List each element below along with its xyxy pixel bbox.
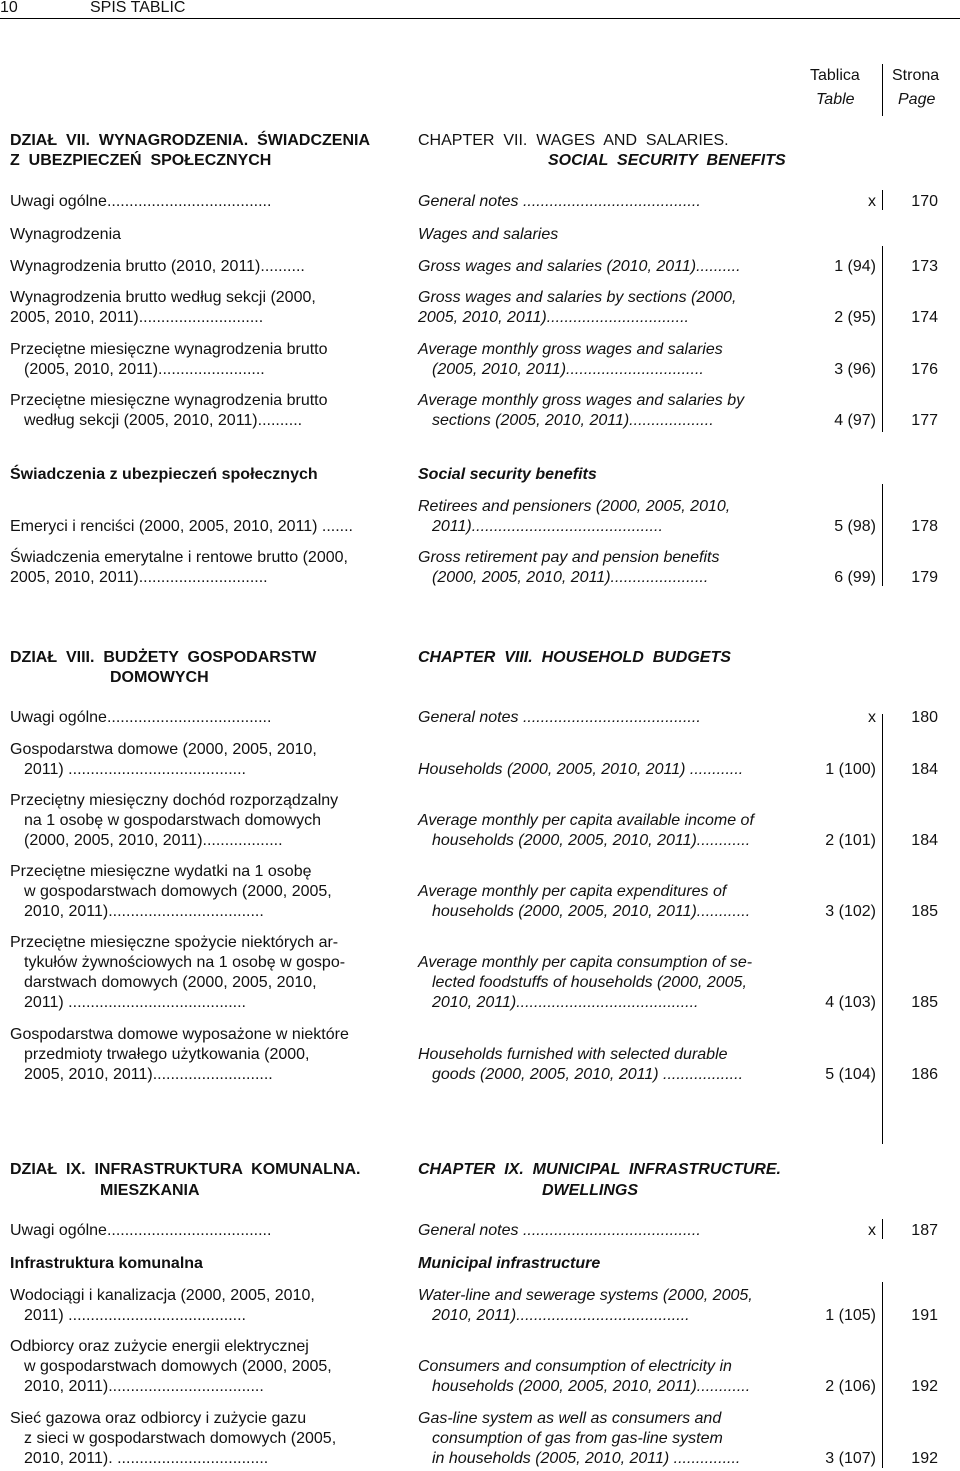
page-ref: 170 <box>911 193 938 210</box>
toc-entry-pl: 2010, 2011)................................... <box>24 903 264 920</box>
toc-entry-pl: tykułów żywnościowych na 1 osobę w gospo- <box>24 954 346 971</box>
page-ref: 177 <box>911 412 938 429</box>
chapter7-pl-title: Z UBEZPIECZEŃ SPOŁECZNYCH <box>10 152 272 169</box>
section-heading-en: Municipal infrastructure <box>418 1255 601 1272</box>
toc-entry-en: Households furnished with selected durable <box>418 1046 728 1063</box>
toc-entry-pl: Emeryci i renciści (2000, 2005, 2010, 2011) ....... <box>10 518 353 535</box>
toc-entry-en: households (2000, 2005, 2010, 2011)............ <box>432 903 751 920</box>
toc-entry-en: Average monthly per capita consumption of se- <box>418 954 753 971</box>
chapter9-en-title: DWELLINGS <box>542 1182 638 1199</box>
table-number: 3 (107) <box>825 1450 876 1467</box>
toc-entry-en: lected foodstuffs of households (2000, 2005, <box>432 974 747 991</box>
table-number: 1 (100) <box>825 761 876 778</box>
toc-entry-pl: Świadczenia emerytalne i rentowe brutto (2000, <box>10 549 348 566</box>
table-number: 1 (105) <box>825 1307 876 1324</box>
table-number: x <box>868 1222 876 1239</box>
toc-entry-en: Consumers and consumption of electricity in <box>418 1358 732 1375</box>
toc-entry-en: Households (2000, 2005, 2010, 2011) ............ <box>418 761 744 778</box>
page-number: 10 <box>0 0 18 16</box>
toc-entry-pl: w gospodarstwach domowych (2000, 2005, <box>24 1358 332 1375</box>
toc-entry-pl: 2011) ........................................ <box>24 1307 246 1324</box>
page-ref: 184 <box>911 761 938 778</box>
general-notes-pl: Uwagi ogólne..................................... <box>10 709 272 726</box>
toc-entry-pl: Sieć gazowa oraz odbiorcy i zużycie gazu <box>10 1410 307 1427</box>
page-ref: 176 <box>911 361 938 378</box>
toc-entry-pl: Przeciętne miesięczne spożycie niektórych ar- <box>10 934 339 951</box>
table-number: 5 (104) <box>825 1066 876 1083</box>
column-divider <box>882 190 883 210</box>
toc-entry-en: (2005, 2010, 2011)............................... <box>432 361 704 378</box>
toc-entry-en: Water-line and sewerage systems (2000, 2005, <box>418 1287 753 1304</box>
chapter8-pl-title: DOMOWYCH <box>110 669 209 686</box>
table-number: 6 (99) <box>834 569 876 586</box>
toc-entry-en: 2011)........................................... <box>432 518 663 535</box>
section-heading-en: Social security benefits <box>418 466 597 483</box>
chapter7-en-title: CHAPTER VII. WAGES AND SALARIES. <box>418 132 729 149</box>
toc-entry-pl: Gospodarstwa domowe wyposażone w niektóre <box>10 1026 349 1043</box>
column-header-page: Page <box>898 91 936 108</box>
column-header-table: Table <box>816 91 855 108</box>
toc-entry-pl: Gospodarstwa domowe (2000, 2005, 2010, <box>10 741 317 758</box>
page-header <box>0 0 960 19</box>
section-heading-pl: Infrastruktura komunalna <box>10 1255 203 1272</box>
toc-entry-pl: 2005, 2010, 2011)............................. <box>10 569 268 586</box>
table-number: 2 (95) <box>834 309 876 326</box>
toc-entry-pl: (2005, 2010, 2011)........................ <box>24 361 265 378</box>
toc-entry-pl: Przeciętne miesięczne wynagrodzenia brutto <box>10 341 328 358</box>
table-number: 3 (102) <box>825 903 876 920</box>
toc-entry-pl: Wynagrodzenia brutto według sekcji (2000, <box>10 289 316 306</box>
toc-entry-en: Gross wages and salaries (2010, 2011).......... <box>418 258 741 275</box>
table-number: x <box>868 709 876 726</box>
page-ref: 186 <box>911 1066 938 1083</box>
toc-entry-en: sections (2005, 2010, 2011)................... <box>432 412 714 429</box>
toc-entry-en: households (2000, 2005, 2010, 2011)............ <box>432 1378 751 1395</box>
chapter8-pl-title: DZIAŁ VIII. BUDŻETY GOSPODARSTW <box>10 649 317 666</box>
column-divider <box>882 1219 883 1239</box>
toc-entry-pl: 2011) ........................................ <box>24 761 246 778</box>
page-ref: 179 <box>911 569 938 586</box>
toc-entry-en: Gross wages and salaries by sections (2000, <box>418 289 737 306</box>
toc-entry-pl: Przeciętne miesięczne wynagrodzenia brutto <box>10 392 328 409</box>
toc-entry-en: consumption of gas from gas-line system <box>432 1430 723 1447</box>
toc-entry-pl: Przeciętne miesięczne wydatki na 1 osobę <box>10 863 312 880</box>
page-ref: 178 <box>911 518 938 535</box>
general-notes-en: General notes ........................................ <box>418 709 701 726</box>
toc-entry-pl: Wodociągi i kanalizacja (2000, 2005, 2010, <box>10 1287 315 1304</box>
toc-entry-en: Gas-line system as well as consumers and <box>418 1410 722 1427</box>
page-ref: 184 <box>911 832 938 849</box>
toc-entry-pl: 2011) ........................................ <box>24 994 246 1011</box>
column-divider <box>882 714 883 1144</box>
page-ref: 180 <box>911 709 938 726</box>
toc-entry-en: (2000, 2005, 2010, 2011)...................... <box>432 569 709 586</box>
toc-entry-en: Average monthly gross wages and salaries <box>418 341 723 358</box>
toc-entry-en: Average monthly per capita available income of <box>418 812 754 829</box>
toc-entry-en: Average monthly gross wages and salaries by <box>418 392 745 409</box>
table-number: 5 (98) <box>834 518 876 535</box>
toc-entry-pl: 2005, 2010, 2011)........................... <box>24 1066 273 1083</box>
chapter9-en-title: CHAPTER IX. MUNICIPAL INFRASTRUCTURE. <box>418 1161 781 1178</box>
table-number: 4 (103) <box>825 994 876 1011</box>
toc-entry-pl: 2005, 2010, 2011)............................ <box>10 309 264 326</box>
toc-entry-en: Retirees and pensioners (2000, 2005, 2010, <box>418 498 731 515</box>
toc-entry-en: 2005, 2010, 2011)................................ <box>418 309 689 326</box>
column-divider <box>882 64 883 116</box>
column-header-strona: Strona <box>892 67 940 84</box>
general-notes-pl: Uwagi ogólne..................................... <box>10 1222 272 1239</box>
general-notes-pl: Uwagi ogólne..................................... <box>10 193 272 210</box>
toc-entry-pl: z sieci w gospodarstwach domowych (2005, <box>24 1430 337 1447</box>
table-number: x <box>868 193 876 210</box>
chapter8-en-title: CHAPTER VIII. HOUSEHOLD BUDGETS <box>418 649 731 666</box>
toc-entry-en: 2010, 2011)....................................... <box>432 1307 690 1324</box>
toc-entry-pl: na 1 osobę w gospodarstwach domowych <box>24 812 322 829</box>
toc-entry-pl: 2010, 2011)................................... <box>24 1378 264 1395</box>
toc-entry-pl: przedmioty trwałego użytkowania (2000, <box>24 1046 310 1063</box>
table-number: 2 (101) <box>825 832 876 849</box>
column-header-tablica: Tablica <box>810 67 860 84</box>
toc-entry-pl: w gospodarstwach domowych (2000, 2005, <box>24 883 332 900</box>
page-ref: 187 <box>911 1222 938 1239</box>
column-divider <box>882 1282 883 1468</box>
chapter7-en-title: SOCIAL SECURITY BENEFITS <box>548 152 786 169</box>
column-divider <box>882 246 883 432</box>
general-notes-en: General notes ........................................ <box>418 193 701 210</box>
table-number: 1 (94) <box>834 258 876 275</box>
page-ref: 185 <box>911 903 938 920</box>
chapter9-pl-title: MIESZKANIA <box>100 1182 200 1199</box>
page-ref: 173 <box>911 258 938 275</box>
toc-entry-pl: Przeciętny miesięczny dochód rozporządzalny <box>10 792 339 809</box>
column-divider <box>882 484 883 586</box>
section-heading-pl: Świadczenia z ubezpieczeń społecznych <box>10 466 318 483</box>
toc-entry-pl: darstwach domowych (2000, 2005, 2010, <box>24 974 317 991</box>
chapter7-pl-title: DZIAŁ VII. WYNAGRODZENIA. ŚWIADCZENIA <box>10 132 370 149</box>
toc-entry-pl: 2010, 2011). .................................. <box>24 1450 269 1467</box>
page-ref: 174 <box>911 309 938 326</box>
general-notes-en: General notes ........................................ <box>418 1222 701 1239</box>
page-title: SPIS TABLIC <box>90 0 186 16</box>
toc-entry-en: Average monthly per capita expenditures of <box>418 883 727 900</box>
table-number: 3 (96) <box>834 361 876 378</box>
toc-entry-en: in households (2005, 2010, 2011) ............... <box>432 1450 741 1467</box>
section-heading-pl: Wynagrodzenia <box>10 226 122 243</box>
toc-entry-en: Gross retirement pay and pension benefits <box>418 549 720 566</box>
chapter9-pl-title: DZIAŁ IX. INFRASTRUKTURA KOMUNALNA. <box>10 1161 361 1178</box>
section-heading-en: Wages and salaries <box>418 226 559 243</box>
toc-entry-en: goods (2000, 2005, 2010, 2011) .................. <box>432 1066 744 1083</box>
toc-entry-en: households (2000, 2005, 2010, 2011)............ <box>432 832 751 849</box>
page-ref: 192 <box>911 1378 938 1395</box>
table-number: 2 (106) <box>825 1378 876 1395</box>
page-ref: 185 <box>911 994 938 1011</box>
table-number: 4 (97) <box>834 412 876 429</box>
page-ref: 191 <box>911 1307 938 1324</box>
toc-entry-pl: (2000, 2005, 2010, 2011).................. <box>24 832 283 849</box>
toc-entry-pl: Wynagrodzenia brutto (2010, 2011).......... <box>10 258 305 275</box>
toc-entry-pl: Odbiorcy oraz zużycie energii elektrycznej <box>10 1338 309 1355</box>
page-ref: 192 <box>911 1450 938 1467</box>
toc-entry-pl: według sekcji (2005, 2010, 2011).......... <box>24 412 303 429</box>
toc-entry-en: 2010, 2011)......................................... <box>432 994 699 1011</box>
